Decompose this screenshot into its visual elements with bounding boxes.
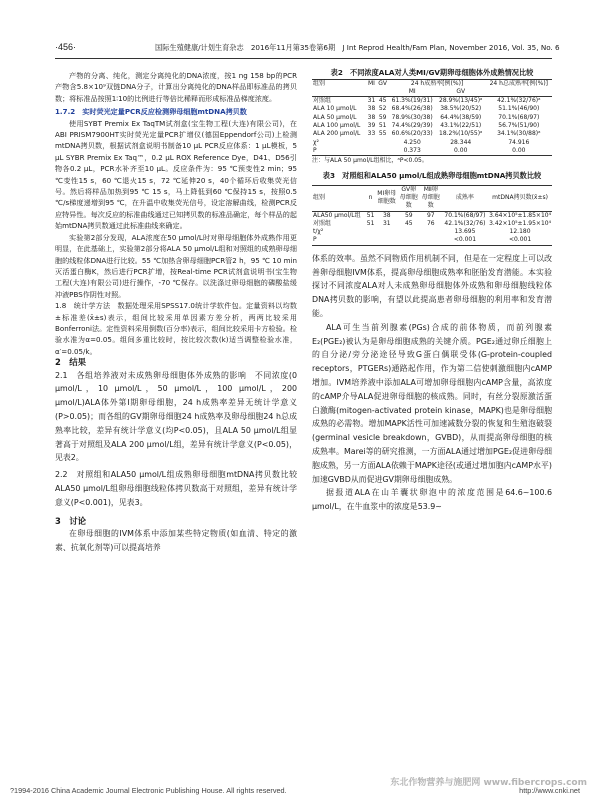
table-row-p: P 0.373 0.00 0.00 [312,147,552,156]
discussion-paragraph-1: 体系的效率。虽然不同物质作用机制不同，但是在一定程度上可以改善卵母细胞IVM体系，提高卵母细胞成熟率和胚胎发育潜能。本实验探讨不同浓度ALA对人未成熟卵母细胞体外成熟和卵母细胞线粒体DNA拷贝数的影响，有望以此提高患者卵母细胞的利用率和发育潜能。 [312,253,552,318]
table-3 [312,185,552,246]
table-2-head-gv: GⅤ [378,79,388,87]
table-3-caption: 表3 对照组和ALA50 μmol/L组成熟卵母细胞mtDNA拷贝数比较 [322,171,542,181]
table-2-caption: 表2 不同浓度ALA对人类MⅠ/GⅤ期卵母细胞体外成熟情况比较 [330,68,534,77]
header-rule [55,58,552,59]
table-3-head-ms: MⅡ卵母细胞数 [421,185,440,210]
table-2-head-group: 组别 [313,79,326,87]
right-column [312,68,552,514]
table-2-body [312,97,552,156]
table-row-chi: χ² 4.250 28.344 74.916 [313,138,530,146]
section-1-7-2-body: 使用SYBT Premix Ex TaqTM试剂盒(宝生物工程(大连)有限公司)，在ABI PRISM7900HT实时荧光定量PCR扩增仪(德国Eppendorf公司)上检测mtDNA拷贝数，根据试剂盒说明书制备10 μL PCR反应体系：1 μL模板，5 μL SYBR Premix Ex Taq™，0.2 μL ROX Reference Dye，D41、D56引物各0.2 μL，PCR水补齐至10 μL。反应条件为：95 ℃预变性2 min；95 ℃变性15 s，60 ℃退火15 s，72 ℃延伸20 s，40个循环后收集荧光信号。然后将样品加热到95 ℃ 15 s，马上降低到60 ℃保持15 s，按照0.5 ℃/s梯度递增到95 ℃，在升温中收集荧光信号，设定溶解曲线，检测PCR反应特异性。每次反应的标准曲线通过已知拷贝数的标准品确定，每个样品的起始mtDNA拷贝数通过此标准曲线来确定。 [55,118,297,231]
watermark: 东北作物营养与施肥网 www.fibercrops.com [390,778,587,788]
table-row: ALA 200 μmol/L 33 55 60.6%(20/33) 18.2%(10/55)ᵃ 34.1%(30/88)ᵃ [313,130,541,138]
section-2-1: 2.1 各组培养液对未成熟卵母细胞体外成熟的影响 不同浓度(0 μmol/L，10 μmol/L，50 μmol/L，100 μmol/L，200 μmol/L)ALA体外第Ⅰ期卵母细胞，24 h成熟率差异无统计学意义(P>0.05)；而各组的GⅤ期卵母细胞24 h成熟率及卵母细胞24 h总成熟率比较，差异有统计学意义(均P<0.05)，且ALA 50 μmol/L组显著高于对照组及ALA 200 μmol/L组，差异有统计学意义(P<0.05)，见表2。 [55,370,297,463]
left-column [55,70,305,555]
section-2-heading: 2 结果 [55,357,86,368]
table-3-head-mi: MⅠ卵母细胞数 [377,189,397,206]
page-number: ·456· [55,42,77,52]
table-3-head-copy: mtDNA拷贝数(x̄±s) [492,193,548,201]
table-2-subhead-gv: GⅤ [456,87,466,95]
discussion-paragraph-2: ALA可生当前列腺素(PGs)合成的前体物质，而前列腺素E₂(PGE₂)被认为是卵母细胞成熟的关键介质。PGE₂通过卵丘细胞上的自分泌/旁分泌途径导致G蛋白偶联受体(G-protein-coupled receptors，PTGERs)通路起作用，作为第二信使刺激细胞内cAMP增加。IVM培养液中添加ALA可增加卵母细胞内cAMP含量，高浓度的cAMP介导ALA促进卵母细胞的核成熟。同时，有丝分裂原激活蛋白激酶(mitogen-activated protein kinase，MAPK)也是卵母细胞成熟的必需物。增加MAPK活性可加速减数分裂的恢复和生殖泡破裂(germinal vesicle breakdown，GVBD)，从而提高卵母细胞的核成熟率。Marei等的研究推测，一方面ALA通过增加PGE₂促进卵母细胞成熟，另一方面ALA依赖于MAPK途径(或通过增加胞内cAMP水平)加速GVBD从而促进GⅤ期卵母细胞成熟。 [312,322,552,484]
table-row-p: P <0.001 <0.001 [312,236,552,245]
table-2 [312,79,552,157]
table-row: ALA 50 μmol/L 38 59 78.9%(30/38) 64.4%(38/59) 70.1%(68/97) [313,113,540,121]
copyright-notice: ?1994-2016 China Academic Journal Electronic Publishing House. All rights reserved. [10,786,287,795]
table-row: ALA50 μmol/L组 51 38 59 97 70.1%(68/97) 3.64×10⁵±1.85×10⁴ [313,211,551,219]
table-3-head-gv: GⅤ卵母细胞数 [399,185,418,210]
table-row: 对照组 51 31 45 76 42.1%(32/76) 3.42×10⁵±1.95×10⁴ [313,219,551,227]
section-3-heading: 3 讨论 [55,515,86,526]
section-1-8: 1.8 统计学方法 数据处理采用SPSS17.0统计学软件包。定量资料以均数±标准差(x̄±s)表示，组间比较采用单因素方差分析，两两比较采用Bonferroni法。定性资料采用倒数(百分率)表示，组间比较采用卡方检验。检验水准为α=0.05。组间多重比较时，按比较次数(k)适当调整检验水准，α′=0.05/k。 [55,301,297,356]
right-text [312,252,552,514]
table-row: ALA 100 μmol/L 39 51 74.4%(29/39) 43.1%(22/51) 56.7%(51/90) [313,121,540,129]
table-3-head-n: n [368,193,373,201]
table-row-stat: t/χ² 13.695 12.180 [313,228,531,236]
table-3-head-group: 组别 [313,193,326,201]
table-row: ALA 10 μmol/L 38 52 68.4%(26/38) 38.5%(20/52) 51.1%(46/90) [313,105,540,113]
section-2-2: 2.2 对照组和ALA50 μmol/L组成熟卵母细胞mtDNA拷贝数比较 ALA50 μmol/L组卵母细胞线粒体拷贝数高于对照组，差异有统计学意义(P<0.001)，见表3。 [55,470,305,507]
section-1-7-2-title: 1.7.2 实时荧光定量PCR反应检测卵母细胞mtDNA拷贝数 [55,107,247,117]
footer-link[interactable]: http://www.cnki.net [519,786,580,795]
table-2-head-mi: MⅠ [367,79,375,87]
paragraph-standard-prep: 产物的分离、纯化，测定分离纯化的DNA浓度，按1 ng 158 bp的PCR产物含5.8×10⁹双链DNA分子，计算出分离纯化的DNA样品即标准品的拷贝数；将标准品按照1∶10的比例进行等倍比稀释而形成标准品梯度浓度。 [55,71,297,103]
table-2-note: 注：与ALA 50 μmol/L组相比，ᵃP<0.05。 [312,157,428,165]
paragraph-experiment: 实验第2部分发现，ALA浓度在50 μmol/L时对卵母细胞体外成熟作用更明显，在此基础上，实验第2部分将ALA 50 μmol/L组和对照组的成熟卵母细胞的线粒体DNA进行比较。55 ℃加热含卵母细胞PCR管2 h，95 ℃ 10 min灭活蛋白酶K，然后进行PCR扩增，按Real-time PCR试剂盒说明书(宝生物工程(大连)有限公司)进行操作，-70 ℃保存。以洗涤过卵母细胞的磷酸盐缓冲液PBS作阴性对照。 [55,232,297,299]
table-2-subhead-mi: MⅠ [408,87,416,95]
running-title: 国际生殖健康/计划生育杂志 2016年11月第35卷第6期 J Int Reprod Health/Fam Plan, November 2016, Vol. 35, No. 6 [155,43,560,52]
table-2-head-24h-total: 24 h总成熟率[例(%)] [489,79,549,87]
table-2-head-24h-rate: 24 h成熟率[例(%)] [410,79,464,87]
discussion-paragraph-3: 据报道ALA在山羊囊状卵泡中的浓度范围是64.6~100.6 μmol/L，在牛血浆中的浓度是53.9~ [312,488,552,512]
table-row: 对照组 31 45 61.3%(19/31) 28.9%(13/45)ᵃ 42.1%(32/76)ᵃ [313,97,541,105]
section-3-body: 在卵母细胞的IVM体系中添加某些特定物质(如血清、特定的激素、抗氧化剂等)可以提高培养 [55,528,297,552]
page-header [55,40,560,54]
table-3-head-rate: 成熟率 [455,193,474,201]
